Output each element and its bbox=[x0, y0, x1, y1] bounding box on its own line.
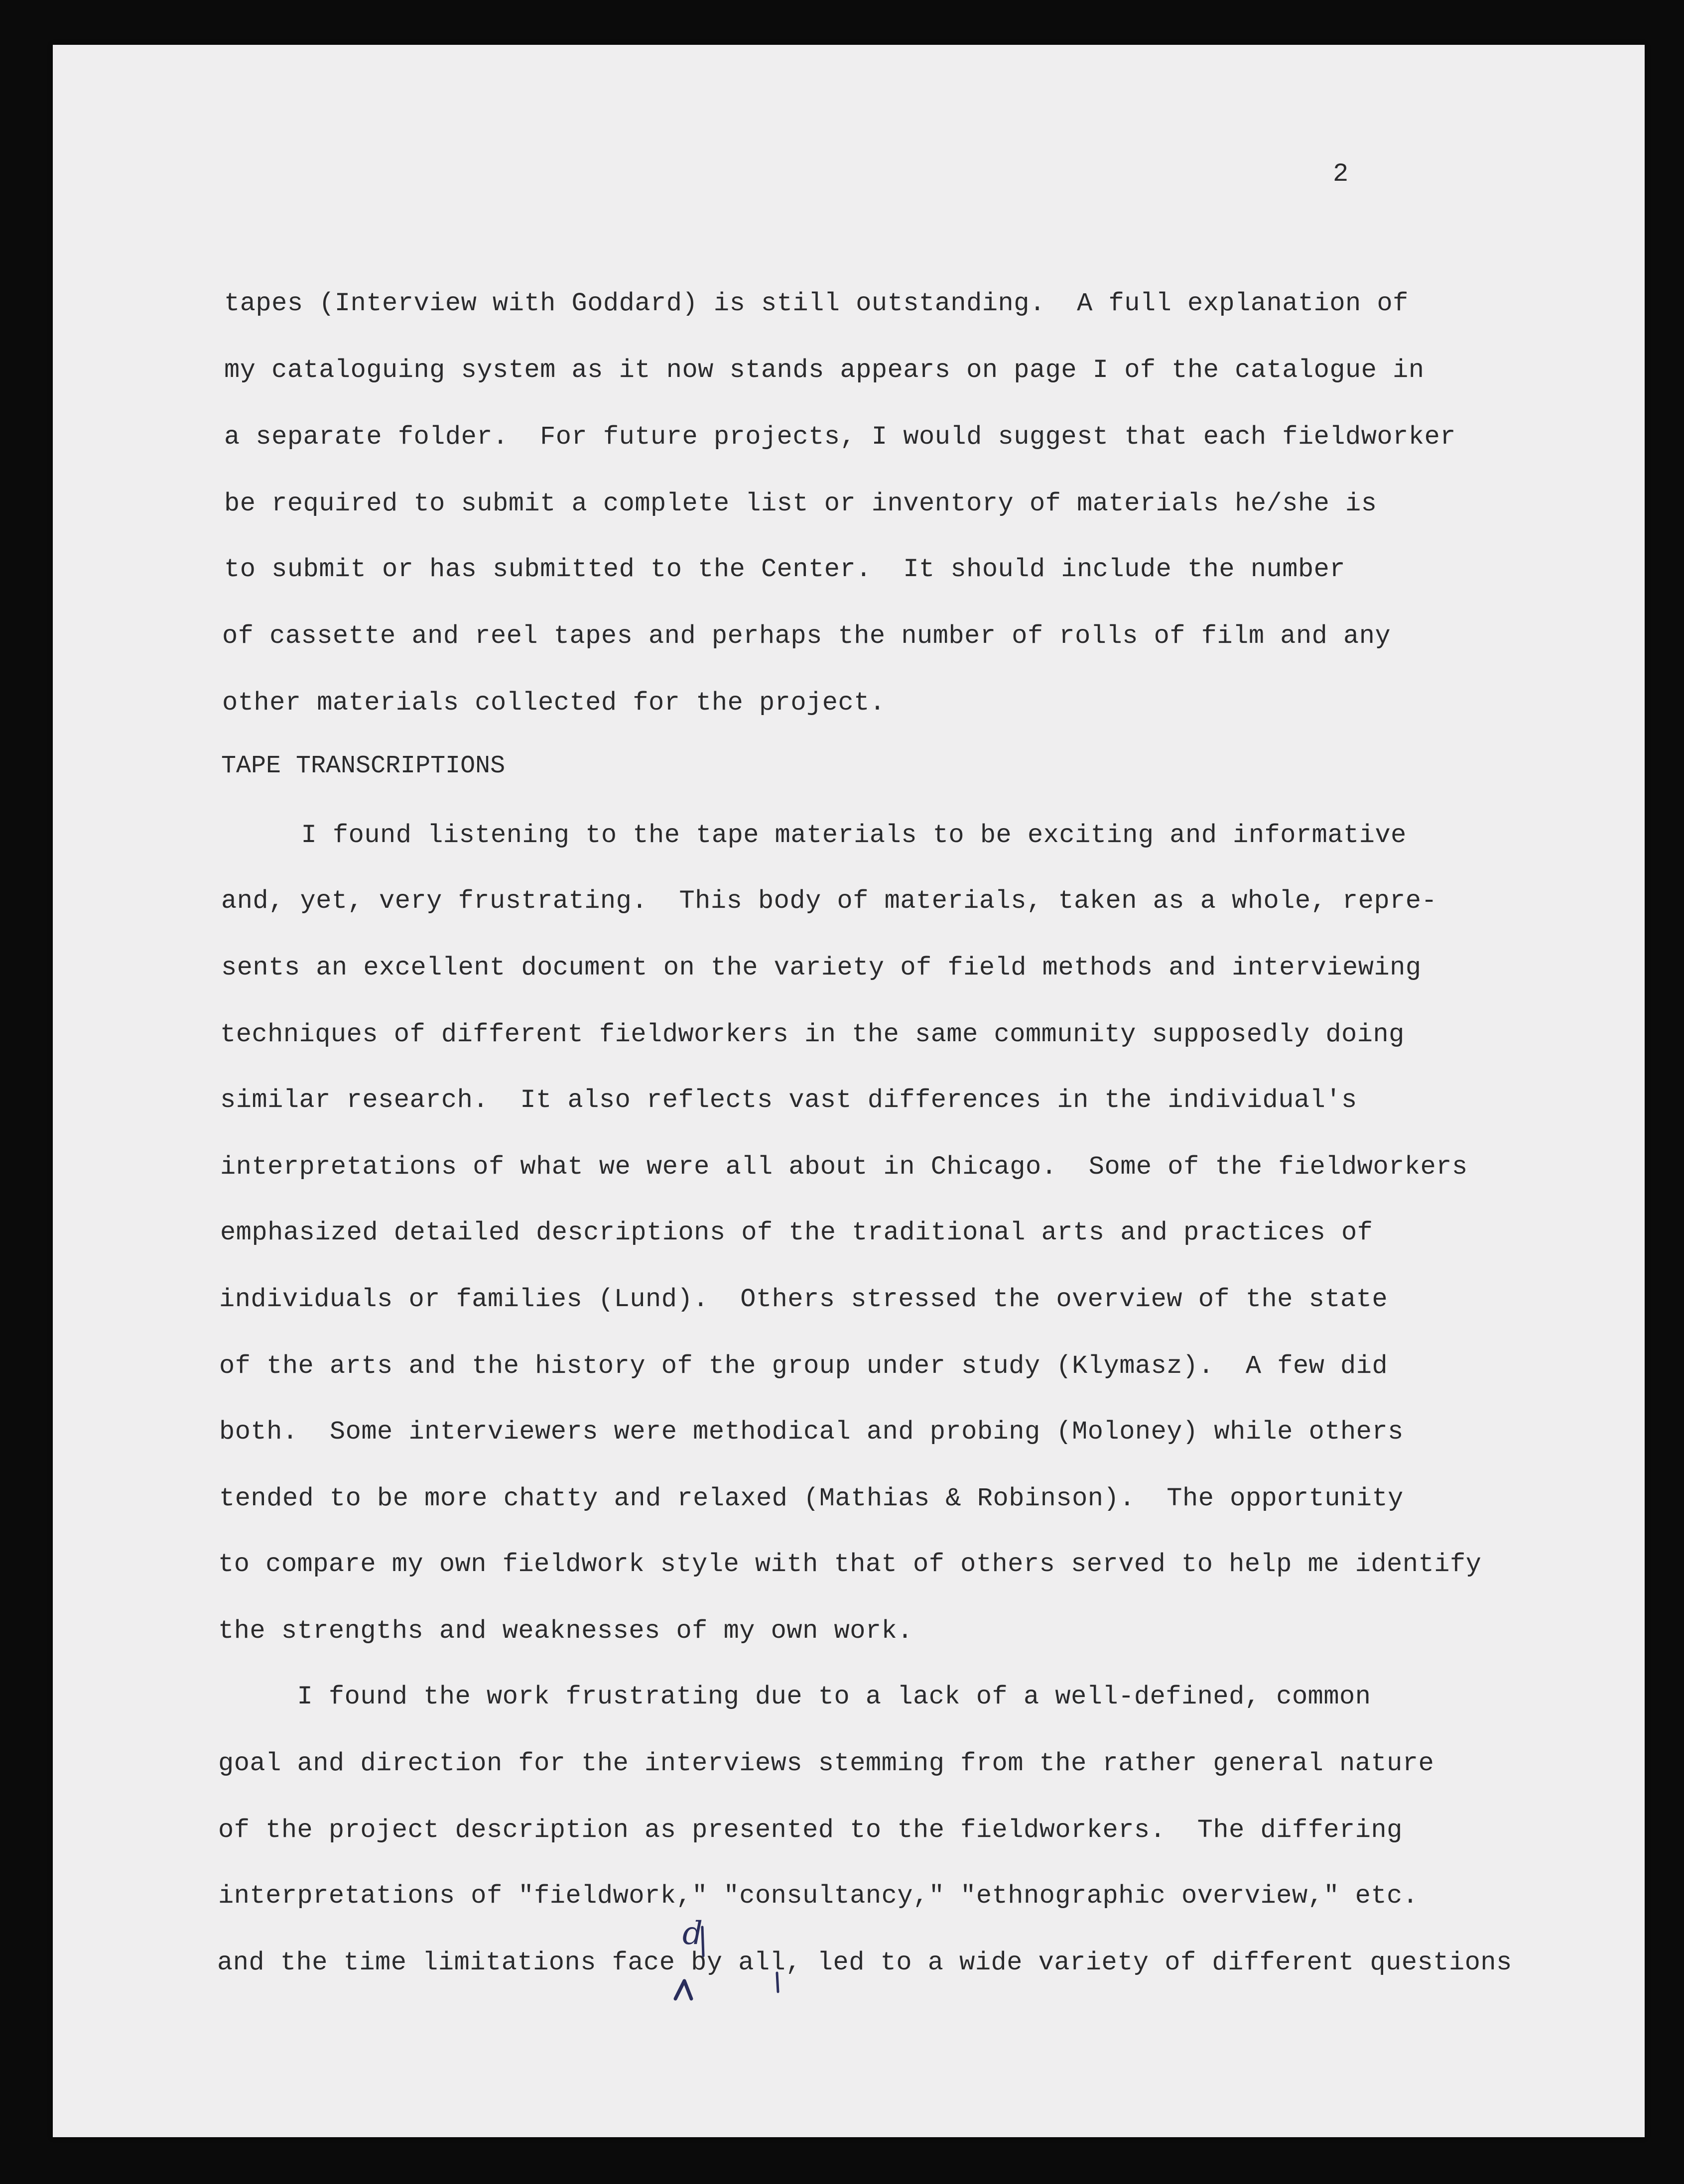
p2-line-1: I found listening to the tape materials to be exciting and informative bbox=[222, 821, 1407, 850]
p2-line-5: similar research. It also reflects vast differences in the individual's bbox=[220, 1086, 1357, 1115]
document-page bbox=[53, 45, 1645, 2137]
p2-line-11: tended to be more chatty and relaxed (Mathias & Robinson). The opportunity bbox=[219, 1484, 1404, 1513]
p2-line-13: the strengths and weaknesses of my own work. bbox=[218, 1616, 913, 1646]
p3-line-2: goal and direction for the interviews stemming from the rather general nature bbox=[218, 1749, 1434, 1778]
p1-line-6: of cassette and reel tapes and perhaps the number of rolls of film and any bbox=[222, 621, 1391, 651]
insertion-caret-icon bbox=[670, 1977, 700, 2002]
p2-line-9: of the arts and the history of the group under study (Klymasz). A few did bbox=[219, 1351, 1388, 1381]
p1-line-1: tapes (Interview with Goddard) is still outstanding. A full explanation of bbox=[224, 289, 1409, 318]
p2-line-12: to compare my own fieldwork style with that of others served to help me identify bbox=[218, 1550, 1482, 1579]
p1-line-5: to submit or has submitted to the Center. It should include the number bbox=[224, 555, 1346, 584]
page-number: 2 bbox=[1333, 159, 1349, 189]
p2-line-2: and, yet, very frustrating. This body of materials, taken as a whole, repre- bbox=[221, 886, 1437, 916]
p3-line-1: I found the work frustrating due to a lack of a well-defined, common bbox=[218, 1682, 1371, 1711]
p1-line-7: other materials collected for the project. bbox=[222, 688, 886, 718]
p2-line-3: sents an excellent document on the variety of field methods and interviewing bbox=[221, 953, 1422, 982]
p2-line-8: individuals or families (Lund). Others stressed the overview of the state bbox=[219, 1285, 1388, 1314]
handwritten-stroke-icon bbox=[695, 1925, 710, 1960]
p2-line-6: interpretations of what we were all about in Chicago. Some of the fieldworkers bbox=[220, 1152, 1468, 1182]
p3-line-5: and the time limitations face by all, led to a wide variety of different questions bbox=[217, 1948, 1512, 1977]
section-heading: TAPE TRANSCRIPTIONS bbox=[221, 752, 506, 780]
p3-line-4: interpretations of "fieldwork," "consultancy," "ethnographic overview," etc. bbox=[218, 1881, 1419, 1911]
p1-line-3: a separate folder. For future projects, I would suggest that each fieldworker bbox=[224, 422, 1456, 452]
p1-line-2: my cataloguing system as it now stands appears on page I of the catalogue in bbox=[224, 356, 1425, 385]
handwritten-insert: d bbox=[682, 1915, 703, 1952]
p3-line-3: of the project description as presented to the fieldworkers. The differing bbox=[218, 1816, 1403, 1845]
handwritten-mark-icon bbox=[770, 1970, 785, 1995]
p2-line-4: techniques of different fieldworkers in the same community supposedly doing bbox=[220, 1020, 1405, 1049]
p1-line-4: be required to submit a complete list or inventory of materials he/she is bbox=[224, 489, 1377, 518]
p2-line-7: emphasized detailed descriptions of the traditional arts and practices of bbox=[220, 1218, 1373, 1247]
p2-line-10: both. Some interviewers were methodical and probing (Moloney) while others bbox=[219, 1417, 1404, 1447]
